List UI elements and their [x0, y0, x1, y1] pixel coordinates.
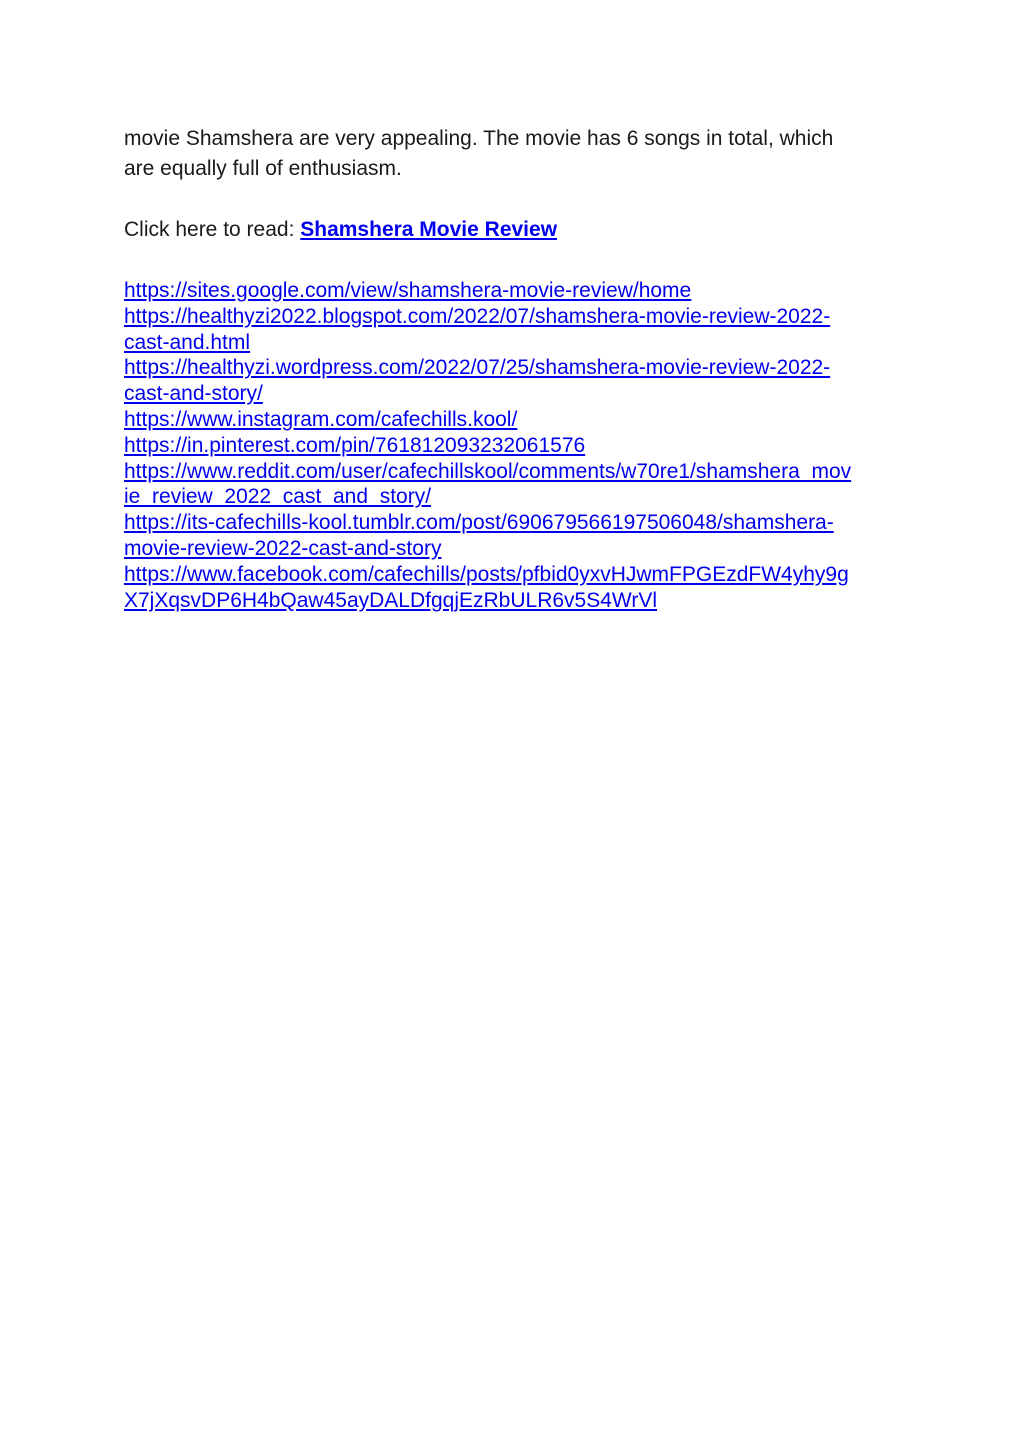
link-google-sites[interactable]: https://sites.google.com/view/shamshera-movie-review/home [124, 279, 692, 302]
link-wordpress[interactable]: https://healthyzi.wordpress.com/2022/07/25/shamshera-movie-review-2022- cast-and-story/ [124, 356, 831, 406]
link-list [124, 278, 904, 613]
body-paragraph [124, 124, 904, 184]
link-pinterest[interactable]: https://in.pinterest.com/pin/761812093232061576 [124, 433, 586, 457]
document-content [124, 124, 904, 613]
read-more-line [124, 215, 904, 245]
paragraph-line-2: are equally full of enthusiasm. [124, 157, 402, 180]
read-prefix: Click here to read: [124, 218, 301, 241]
paragraph-line-1: movie Shamshera are very appealing. The movie has 6 songs in total, which [124, 127, 834, 150]
link-reddit[interactable]: https://www.reddit.com/user/cafechillskool/comments/w70re1/shamshera_mov ie_review_2022_cast_and_story/ [124, 459, 852, 509]
link-facebook[interactable]: https://www.facebook.com/cafechills/posts/pfbid0yxvHJwmFPGEzdFW4yhy9g X7jXqsvDP6H4bQaw45ayDALDfgqjEzRbULR6v5S4WrVl [124, 562, 849, 612]
link-blogspot[interactable]: https://healthyzi2022.blogspot.com/2022/07/shamshera-movie-review-2022- cast-and.html [124, 304, 831, 354]
link-tumblr[interactable]: https://its-cafechills-kool.tumblr.com/post/690679566197506048/shamshera- movie-review-2022-cast-and-story [124, 511, 834, 560]
link-instagram[interactable]: https://www.instagram.com/cafechills.kool/ [124, 407, 518, 431]
shamshera-review-link[interactable]: Shamshera Movie Review [300, 218, 558, 241]
